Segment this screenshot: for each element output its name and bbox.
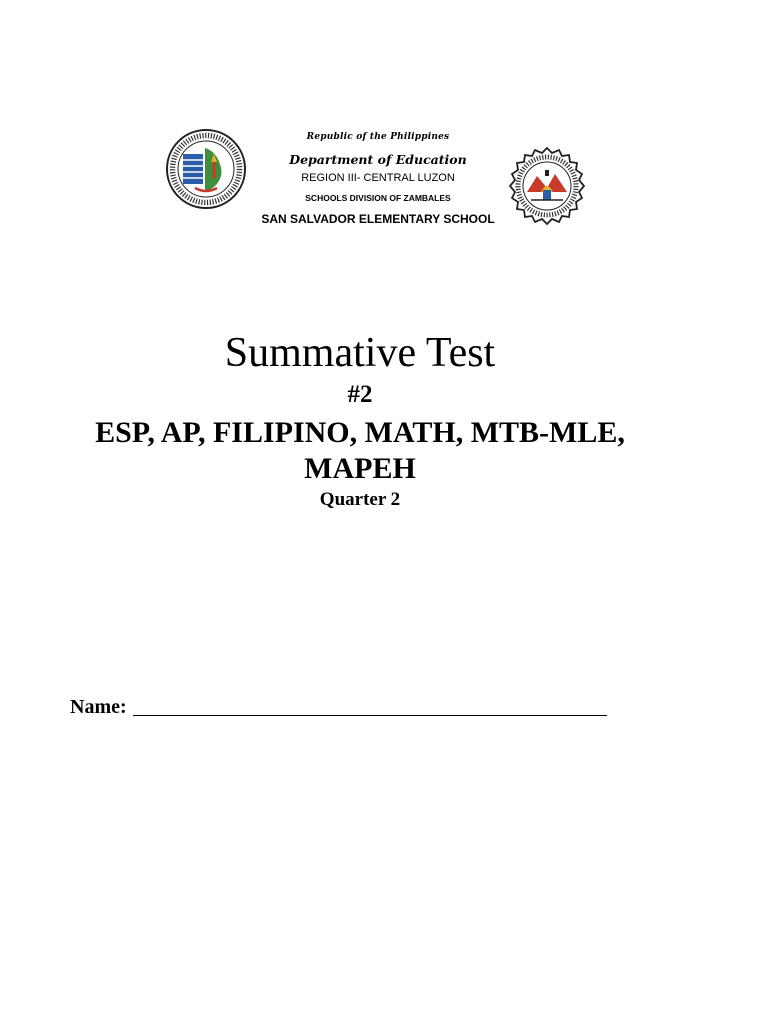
letterhead — [163, 122, 593, 232]
deped-division-seal — [165, 128, 247, 210]
division-label: SCHOOLS DIVISION OF ZAMBALES — [305, 193, 451, 203]
document-title: Summative Test — [224, 330, 496, 376]
subjects-line-1: ESP, AP, FILIPINO, MATH, MTB-MLE, — [95, 416, 625, 449]
test-number: #2 — [347, 381, 373, 408]
subjects-line-2: MAPEH — [304, 452, 416, 485]
name-blank-line[interactable] — [133, 715, 607, 716]
school-name: SAN SALVADOR ELEMENTARY SCHOOL — [261, 212, 495, 226]
name-field — [70, 693, 607, 719]
region-label: REGION III- CENTRAL LUZON — [301, 172, 455, 184]
department-label: Department of Education — [289, 152, 467, 167]
quarter-label: Quarter 2 — [319, 489, 401, 510]
name-label: Name: — [70, 696, 127, 718]
school-seal — [505, 146, 589, 226]
republic-label: Republic of the Philippines — [306, 132, 450, 142]
